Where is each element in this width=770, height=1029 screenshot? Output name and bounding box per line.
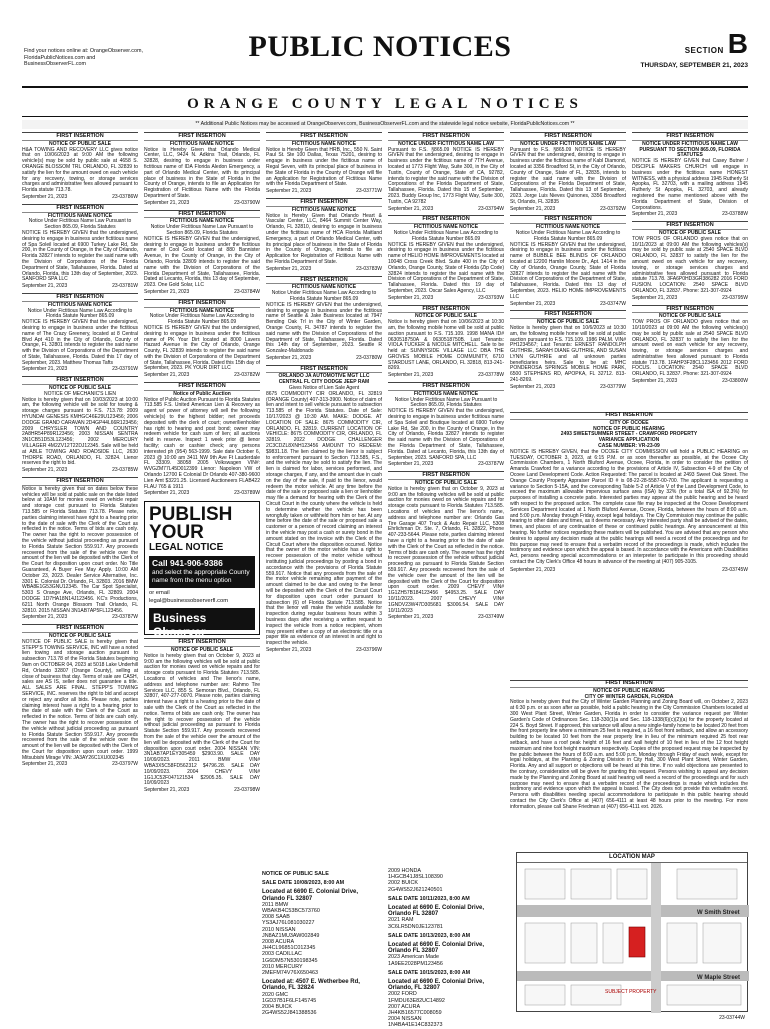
hearing-heading: VARIANCE APPLICATION [598, 437, 660, 444]
insertion-label: FIRST INSERTION [22, 479, 138, 486]
issue-date: THURSDAY, SEPTEMBER 21, 2023 [640, 62, 748, 69]
sale-vehicle-line: 2002 FORD [388, 991, 417, 998]
insertion-label: FIRST INSERTION [510, 134, 626, 141]
sale-vehicle-line: 1FMDU63E82UC14892 [388, 997, 445, 1004]
notice-body: TOW PROS OF ORLANDO gives notice that on 10/10/2023 at 09:00 AM the following vehicles(s) may be sold by public sale at 2540 SPACE BLVD ORLANDO, FL 32837 to satisfy the lien for the amount owed on each vehicle for any recovery, towing, or storage services charges and administrative fees allowed pursuant to Florida statute 713.78. 1FAHP3F28CL123456 2012 FORD FOCUS. LOCATION: 2540 SPACE BLVD ORLANDO, FL 32837. Phone: 321-307-0924 [632, 319, 748, 378]
notice-subheading: Notice Under Fictitious Name Law According to Florida Statute Number 865.09 [515, 229, 621, 242]
notice-code: 23-03745W [722, 566, 748, 573]
hearing-heading: CASE NUMBER: VR-23-09 [598, 442, 660, 449]
notice-code: 23-03749W [478, 614, 504, 621]
notice-heading: FICTITIOUS NAME NOTICE [169, 140, 235, 147]
notice-body: Notice is hereby given that on October 9, 2023 at 9:00 am the following vehicles will be sold at public auction for monies owed on vehicle repairs and for storage costs pursuant to Florida Statutes 713.585. Locations of vehicles and The lienor's name, address and telephone number are: Orlando Gas Tire Garage 407 Truck & Auto Repair LLC, 5308 Ehrlichman Dr. Ste. 7, Orlando, FL 32822, Phone 407-233-5644. Please note, parties claiming interest have a right to a hearing prior to the date of sale with the Clerk of the Court as reflected in the notice. Terms of bids are cash only. The owner has the right to recover possession of the vehicle without judicial proceeding as pursuant to Florida Statute Section 559.917. Any proceeds recovered from the sale of the vehicle over the amount of the lien will be deposited with the Clerk of the Court for disposition upon court order. 2009 CHEVY VIN# 1G1ZH57B184123456 $4953.25. SALE DAY 10/11/2023. 2007 CHEVY VIN# 1GNDV23W47D305681 $3006.54. SALE DAY 10/11/2023 [388, 485, 504, 614]
notice-date: September 21, 2023 [388, 372, 434, 379]
notice-code: 23-03786W [112, 193, 138, 200]
sale-vehicle-line: 2003 CADILLAC [262, 951, 302, 958]
notice-footer [510, 302, 626, 308]
subtitle-rule [22, 116, 748, 117]
legal-notice [510, 215, 626, 307]
notice-date: September 21, 2023 [388, 205, 434, 212]
notice-heading: NOTICE UNDER FICTITIOUS NAME LAW [520, 140, 616, 147]
insertion-label: FIRST INSERTION [632, 307, 748, 314]
masthead [0, 0, 770, 80]
notice-body: 8675 COMMODITY CIR ORLANDO, FL 32819 (ORANGE County) 407-313-3900. Notice of claim of lien and intent to sell vehicle pursuant to subsection 713.585 of the Florida Statutes. Date of Sale: 10/17/2023 @ 10:30 AM. MAKE: DODGE. AT LOCATION OF SALE: 8675 COMMODITY CIR, ORLANDO, FL 32819. CURRENT LOCATION OF VEHICLE: 8675 COMMODITY CIR, ORLANDO, FL 32819. 2022 DODGE CHALLENGER 2C3CDZL8XNH123456 AMOUNT TO REDEEM: $9831.18. The lien claimed by the lienor is subject to enforcement pursuant to Section 713.585, F.S., and the vehicle may be sold to satisfy the lien. The lien is claimed for labor, services performed, and storage charges, if any, and the amount due in cash on the day of the sale, if paid to the lienor, would redeem the motor vehicle. At any time before the date of the sale or proposed sale a lien or lienholder may file a demand for hearing with the Clerk of the Circuit Court in the county where the vehicle is held to determine whether the vehicle has been wrongfully taken or withheld from him or her. At any time before the date of the sale or proposed sale a customer or a person of record claiming an interest in the vehicle may post a cash or surety bond in the amount stated on the invoice with the Clerk of the Circuit Court where the disposition occurred. Notice that the owner of the motor vehicle has a right to recover possession of the motor vehicle without instituting judicial proceedings by posting a bond in accordance with the provisions of Florida Statute 559.917. Notice that any proceeds from the sale of the motor vehicle remaining after payment of the amount claimed to be due and owing to the lienor will be deposited with the Clerk of the Circuit Court for disposition upon court order pursuant to subsection (6) of Florida Statute 713.585. Notice that the lienor will make the vehicle available for inspection during regular business hours within 3 business days after receiving a written request to inspect the vehicle from a notice recipient, whom may present either a copy of an electronic title or a paper title as evidence of an interest in and right to inspect the vehicle. [266, 390, 382, 647]
notice-heading: Notice of Public Auction [173, 390, 231, 397]
insertion-label: FIRST INSERTION [22, 295, 138, 302]
insertion-label: FIRST INSERTION [144, 384, 260, 391]
sale-date: SALE DATE 10/13/2023, 8:00 AM [388, 932, 471, 939]
insertion-label: FIRST INSERTION [388, 307, 504, 314]
ad-subheadline: LEGAL NOTICE [149, 542, 224, 554]
sale-vehicle-line: 2007 ACURA [388, 1003, 421, 1010]
notice-code: 23-03782W [234, 372, 260, 379]
notice-code: 23-03787W [112, 614, 138, 621]
notice-code: 23-03780W [356, 354, 382, 361]
notice-column [510, 132, 626, 408]
sale-vehicle-line: JN8AZ1MU3AW002849 [262, 932, 320, 939]
notice-subheading: Gives Notice of Lien Sale Agent [288, 385, 360, 392]
notice-subheading: Notice Under Fictitious Name Law According to Florida Statute Number 865.09 [271, 290, 377, 302]
notice-date: September 21, 2023 [144, 490, 190, 497]
insertion-label: FIRST INSERTION [632, 134, 748, 141]
notice-heading: NOTICE OF PUBLIC SALE [415, 480, 477, 487]
notice-body: Notice is hereby given that on dates below these vehicles will be sold at public sale on the date listed below at 10AM for monies owed on vehicle repair and storage cost pursuant to Florida Statutes 713.585 or Florida Statutes 713.78. Please note, parties claiming interest have right to a hearing prior to the date of sale with the Clerk of the Court as reflected in the notice. Terms of bids are cash only. The owner has the right to recover possession of the vehicle without judicial proceeding as pursuant to Florida Statute Section 559.917. Any proceeds recovered from the sale of the vehicle over the amount of the lien will be deposited with the Clerk of the Court for disposition upon court order. No Title Guaranteed, A Buyer Fee May Apply. 10:00 AM October 23, 2023. Dealer Service Alternative, Inc. 3301 E. Colonial Dr. Orlando, FL 32803. 2016 BMW WBA8E1G53GNU12345. The Car Spot Specialist, 5303 S Orange Ave, Orlando, FL 32809. 2004 DODGE 1D7HA18N14J123456. KC's Productions, 6211 North Orange Blossom Trail Orlando, FL 32810. 2015 NISSAN 3N1AB7AP5FL123456. [22, 485, 138, 614]
legal-notice [510, 310, 626, 390]
masthead-online-line: FloridaPublicNotices.com and [24, 54, 96, 61]
notice-date: September 21, 2023 [22, 283, 68, 290]
notice-body: Notice is Hereby Given that Orlando Heart & Vascular Center, LLC, 8464 Summit Center Way, Orlando, FL 32810, desiring to engage in business under the fictitious name of HCA Florida Maitland Emergency, a part of Orlando Medical Center, with its principal place of business in the State of Florida in the County of Orange, intends to file an Application for Registration of Fictitious Name with the Florida Department of State. [266, 212, 382, 265]
sale-vehicle-line: 2008 SAAB [262, 914, 290, 921]
legal-notice [388, 305, 504, 380]
insertion-label: FIRST INSERTION [144, 640, 260, 647]
legal-notice [22, 204, 138, 290]
section-info [598, 28, 748, 69]
notice-code: 23-03795W [722, 294, 748, 301]
notice-code: 23-03800W [722, 378, 748, 385]
sale-vehicle-line: 2G4WS52J841388536 [262, 1010, 317, 1017]
notice-date: September 21, 2023 [510, 383, 556, 390]
sale-vehicle-line: 2002 BUICK [388, 880, 418, 887]
notice-date: September 21, 2023 [632, 294, 678, 301]
masthead-online-line: Find your notices online at: OrangeObserver.com, [24, 48, 143, 54]
hearing-heading: NOTICE OF PUBLIC HEARING [593, 687, 665, 694]
notice-heading: FICTITIOUS NAME NOTICE [169, 218, 235, 225]
section-letter: B [727, 28, 748, 59]
notice-code: 23-03791W [112, 366, 138, 373]
notice-body: NOTICE IS HEREBY GIVEN that the undersigned, desiring to engage in business under the fictitious name of BUBBLE BEE BLINDS OF ORLANDO located at 12200 Hamlin Moore Dr., Apt. 1414 in the City of Orlando, Orange County, State of Florida 32827 intends to register the said name with the Division of Corporations of the Department of State, Tallahassee, Florida. Dated this 13 day of September, 2023. HELIO HOME IMPROVEMENTS LLC [510, 241, 626, 300]
notice-column [632, 132, 748, 408]
notice-footer [144, 290, 260, 296]
notice-heading: FICTITIOUS NAME NOTICE [47, 212, 113, 219]
legal-notice [22, 477, 138, 621]
sale-date: SALE DATE 10/15/2023, 8:00 AM [388, 969, 471, 976]
sale-vehicle-line: 2G4WS52J621240501 [388, 886, 443, 893]
legal-notice [388, 215, 504, 301]
notice-date: September 21, 2023 [266, 188, 312, 195]
notice-body: NOTICE IS HEREBY GIVEN that the undersigned, desiring to engage in business under the fictitious name of Cool Gold located at 880 Bannister Avenue, in the County of Orange, in the City of Orlando, Florida 32809 intends to register the said name with the Division of Corporations of the Florida Department of State, Tallahassee, Florida. Dated at Lecanto, Florida, this 13 day of September, 2023. One Gold Solar, LLC [144, 235, 260, 289]
hearing-heading: CITY OF WINTER GARDEN, FLORIDA [584, 693, 674, 700]
sale-vehicle-line: 2011 BMW [262, 901, 289, 908]
notice-date: September 21, 2023 [22, 761, 68, 768]
winter-garden-hearing-notice [510, 680, 748, 850]
notice-subheading: Notice Under Fictitious Name Law According to Florida Statute Number 865.09 [149, 313, 255, 326]
insertion-label: FIRST INSERTION [266, 278, 382, 285]
notice-subheading: Notice Under Fictitious Name Law According to Florida Statute Number 865.09 [393, 229, 499, 242]
legal-notice [266, 132, 382, 195]
insertion-label: FIRST INSERTION [510, 312, 626, 319]
legal-notice [144, 382, 260, 497]
insertion-label: FIRST INSERTION [144, 134, 260, 141]
insertion-label: FIRST INSERTION [388, 217, 504, 224]
notice-subheading: Notice Under Fictitious Name Law According to Florida Statute Number 865.09 [27, 307, 133, 320]
notice-body: Notice is hereby given that on October 9, 2023 at 9:00 am the following vehicles will be sold at public auction for monies owed on vehicle repairs and for storage costs pursuant to Florida Statutes 713.585. Locations of vehicles and The lienor's name, address and telephone number are: Rahmo Tire Services LLC, 855 S. Semoran Blvd., Orlando, FL 32807, 407-277-0070. Please note, parties claiming interest have a right to a hearing prior to the date of sale with the Clerk of the Court as reflected in the notice. Terms of bids are cash only. The owner has the right to recover possession of the vehicle without judicial proceeding as pursuant to Florida Statute Section 559.917. Any proceeds recovered from the sale of the vehicle over the amount of the lien will be deposited with the Clerk of the Court for disposition upon court order. 2004 NISSAN VIN: 3N1AB7AP1EY305459 $2903.90. SALE DAY 10/09/2023. 2011 BMW VIN# WBA3X5C58FD562312 $4796.28. SALE DAY 10/09/2023. 2004 CHEVY VIN# 1G1JC52F047121534 $2905.35. SALE DAY 10/09/2023 [144, 652, 260, 787]
notice-code: 23-03781W [112, 283, 138, 290]
notice-heading: NOTICE OF PUBLIC SALE [49, 632, 111, 639]
notice-date: September 21, 2023 [510, 566, 556, 573]
notice-code: 23-03793W [478, 294, 504, 301]
location-map [516, 852, 748, 1021]
notice-subheading: Notice Under Fictitious Name Law Pursuant to Section 865.09, Florida Statutes [150, 224, 254, 236]
notice-footer [144, 373, 260, 379]
insertion-label: FIRST INSERTION [632, 223, 748, 230]
legal-notice [144, 132, 260, 207]
insertion-label: FIRST INSERTION [22, 378, 138, 385]
notice-subheading: Notice Under Fictitious Name Law Pursuant to Section 865.09, Florida Statutes [394, 396, 498, 409]
sale-vehicle-line: 1HGCB41J8SL108390 [388, 874, 443, 881]
notice-body: Notice is hereby given that on 10/6/2023 at 10:30 am, the following mobile home will be sold at public auction pursuant to F.S. 715.109. 1986 PALM. VIN# PH1234567; Last Tenants: ERNEST RANDOLPH GUTHRIE, SARAH DIANE GUTHRIE, AND SUSAN LYNN GUTHRIE and all unknown parties beneficiaries heirs. Sale to be at: MHC PONDEROSA SPRINGS MOBILE HOME PARK, 6500 STEPHENS RD, APOPKA, FL 32712. 813-241-8269. [510, 324, 626, 384]
sale-vehicle-line: 2010 NISSAN [262, 926, 296, 933]
page-title: PUBLIC NOTICES [248, 30, 512, 63]
notice-body: TOW PROS OF ORLANDO gives notice that on 10/11/2023 at 09:00 AM the following vehicles(s) may be sold by public sale at 2540 SPACE BLVD ORLANDO, FL 32837 to satisfy the lien for the amount owed on each vehicle for any recovery, towing, or storage services charges and administrative fees allowed pursuant to Florida statute 713.78. 3FA6P0HD3GR386282 2016 FORD FUSION. LOCATION: 2540 SPACE BLVD ORLANDO, FL 32837. Phone: 321-307-0924 [632, 235, 748, 294]
notice-footer [388, 296, 504, 302]
notice-body: NOTICE IS HEREBY GIVEN that the undersigned, desiring to engage in business under fictitious name of Spa Soleil located at 6900 Turkey Lake Rd, Ste 200, in the County of Orange, in the City of Orlando, Florida 32827 intends to register the said name with the Division of Corporations of the Florida Department of State, Tallahassee, Florida. Dated at Orlando, Florida, this 13th day of September, 2023. SANFORD SPA LLC [22, 229, 138, 283]
notice-subheading: NOTICE OF MECHANIC'S LIEN [43, 390, 117, 397]
ad-call-instructions: and select the appropriate County name from the menu option [152, 569, 250, 585]
sale-vehicle-line: 2023 American Made [388, 954, 439, 961]
section-label: SECTION [684, 46, 724, 55]
notice-footer [144, 201, 260, 207]
legal-notice [144, 210, 260, 296]
notice-heading: FICTITIOUS NAME NOTICE [413, 224, 479, 231]
sale-vehicle-line: 2004 NISSAN [388, 1016, 422, 1023]
sale-vehicle-line: 2008 ACURA [262, 939, 295, 946]
sale-list [262, 868, 382, 1018]
notice-body: H&A TOWING AND RECOVERY LLC gives notice that on 10/06/2023 at 9:00 AM the following vehicle(s) may be sold by public sale at 4658 S. ORANGE BLOSSOM TRL ORLANDO, FL 32839 to satisfy the lien for the amount owed on each vehicle for any recovery, towing, or storage services charges and administrative fees allowed pursuant to Florida statute 713.78. [22, 146, 138, 194]
notice-footer [632, 379, 748, 385]
insertion-label: FIRST INSERTION [388, 134, 504, 141]
notice-date: September 21, 2023 [266, 646, 312, 653]
legal-notice [22, 376, 138, 474]
notice-heading: NOTICE OF PUBLIC SALE [49, 140, 111, 147]
insertion-label: FIRST INSERTION [266, 134, 382, 141]
notice-body: Notice is hereby given that on 10/03/2023 at 10:00 am, the following vehicle will be sold for towing & storage charges pursuant to F.S. 713.78: 2009 HYUNDAI GENESIS KMHGC46E29U123456; 2006 DODGE GRAND CARAVAN 2D4GP44L66R123456; 2009 CHRYSLER TOWN AND COUNTRY 2A8HR54P89R123456; 2003 NISSAN SENTRA 3N1CB51D53L123456; 2002 MERCURY VILLAGER 4M2ZV12T22DJ12345. Sale will be held at ABLE TOWING AND ROADSIDE LLC, 2630 THORPE ROAD, ORLANDO, FL 32824. Lienor reserves the right to bid. [22, 396, 138, 467]
legal-notice [266, 276, 382, 362]
legal-notice [632, 221, 748, 301]
notice-footer [388, 462, 504, 468]
legal-notice [632, 132, 748, 218]
hearing-body: NOTICE IS HEREBY GIVEN, that the OCOEE CITY COMMISSION will hold a PUBLIC HEARING on TUESDAY, OCTOBER 3, 2023, at 6:15 P.M. or as soon thereafter as possible, at the Ocoee City Commission Chambers, 1 North Bluford Avenue, Ocoee, Florida, in order to consider the petition of Amanda Crawford for a variance according to the provisions of Article IV, Subsection 4-9 of the City of Ocoee Land Development Code. Action Requested: The parcel is located at 2493 Sweet Oak Street. The Orange County Property Appraiser Parcel ID # is 08-22-28-5587-00-700. The applicant is requesting a variance to Section 5-15A, and the corresponding Table 5-2 of Article V of the Land Development Code, to exceed the maximum allowable impervious surface area (ISA) by 32% (for a total ISA of 92.3%) for purposes of installing a concrete patio. Interested parties may appear at the public hearing and be heard with respect to the proposed action. The complete case file may be inspected at the Ocoee Development Services Department located at 1 North Bluford Avenue, Ocoee, Florida, between the hours of 8:00 a.m. and 5:00 p.m. Monday through Friday, except legal holidays. The City Commission may continue the public hearing to other dates and times, as it deems necessary. Any interested party shall be advised of the dates, times, and places of any continuation of these or continued public hearings. Any announcement at this hearing. No further notices regarding these matters will be published. You are advised that any person who desires to appeal any decision made at the public hearings will need a record of the proceedings and for this purpose may need to ensure that a verbatim record of the proceedings is made, which includes the testimony and evidence upon which the appeal is based. In accordance with the Americans with Disabilities Act, persons needing special accommodations or an interpreter to participate in this proceeding should contact the City Clerk's Office 48 hours in advance of the meeting at (407) 905-3105. [510, 448, 748, 565]
insertion-label: FIRST INSERTION [510, 680, 748, 688]
masthead-online-info [24, 48, 184, 68]
notice-code: 23-03797W [112, 761, 138, 768]
notice-date: September 21, 2023 [266, 265, 312, 272]
insertion-label: FIRST INSERTION [388, 384, 504, 391]
notice-body: NOTICE IS HEREBY GIVEN that Casey Butner / DISCIPLE MAKERS CHURCH will engage in business under the fictitious name HONEST WITNESS, with a physical address 1945 Rutherly St Apopka, FL 32703, with a mailing address 1945 Rutherly St Apopka, FL 32703, and already registered the name mentioned above with the Florida Department of State, Division of Corporations. [632, 158, 748, 211]
notice-code: 23-03798W [234, 787, 260, 794]
insertion-label: FIRST INSERTION [22, 206, 138, 213]
sale-location: Located at 6690 E. Colonial Drive, Orlando FL 32807 [262, 889, 359, 902]
notice-code: 23-03789W [234, 490, 260, 497]
ad-phone: Call 941-906-9386 [152, 558, 223, 569]
ad-headline: YOUR [149, 522, 204, 544]
masthead-online-line: BusinessObserverFL.com [24, 61, 87, 68]
legal-notice [22, 293, 138, 373]
insertion-label: FIRST INSERTION [22, 626, 138, 633]
info-bar: ** Additional Public Notices may be accessed at OrangeObserver.com, BusinessObserverFL.com and the statewide legal notice website, FloridaPublicNotices.com ** [22, 120, 748, 129]
notice-code: 23-03788W [722, 211, 748, 218]
sale-date: SALE DATE 10/11/2023, 8:00 AM [388, 895, 470, 902]
notice-code: 23-03747W [600, 300, 626, 307]
notice-body: NOTICE IS HEREBY GIVEN that the undersigned, desiring to engage in business under the fictitious name of HELIO HOME IMPROVEMENTS located at 10048 Cross Creek Blvd. Suite 400 in the City of Orlando, Orange County, State of Florida (Zip Code) 32824 intends to register the said name with the Division of Corporations of the Department of State, Tallahassee, Florida. Dated this 19 day of September, 2023. Oscar Sales Agency, LLC [388, 241, 504, 294]
notice-footer [22, 284, 138, 290]
sale-vehicle-line: 2004 BUICK [262, 1004, 292, 1011]
notice-heading: NOTICE OF PUBLIC SALE [659, 229, 721, 236]
map-street-label: W Maple Street [697, 975, 741, 981]
notice-heading: ORLANDO JA AUTOMOTIVE MGT LLC CENTRAL FL CITY DODGE JEEP RAM [278, 373, 370, 386]
notice-heading: FICTITIOUS NAME NOTICE [291, 206, 357, 213]
notice-code: 23-03796W [356, 646, 382, 653]
sale-heading: NOTICE OF PUBLIC SALE [262, 871, 329, 877]
notice-footer [388, 373, 504, 379]
notice-date: September 21, 2023 [510, 205, 556, 212]
notice-body: Notice of Public Auction Pursuant to Florida Statutes 713.585 F.S. United American Lien & Recovery as agent w/ power of attorney will sell the following vehicle(s) to the highest bidder; net proceeds deposited with the clerk of court; owner/lienholder has right to hearing and post bond; owner may redeem vehicle for cash sum of lien; all auctions held in reserve. Inspect 1 week prior @ lienor facility; cash or cashier check; any persons interested ph (954) 563-1999. Sale date October 6, 2023 @ 10:00 am 3411 NW 9th Ave Ft Lauderdale FL 33309. 38058 2005 Volkswagen VIN#: WVGZM77L45D012399 Lienor: Napoleon VW of Orlando 12700 E Colonial Dr Orlando 407-380-9600 Lien Amt $3221.25. Licensed Auctioneers FLAB422 FLAU 765 & 1911 [144, 396, 260, 490]
notice-body: NOTICE OF PUBLIC SALE is hereby given that STEPP'S TOWING SERVICE, INC will have a noted lien towing and storage auction pursuant to subsection 713.78 of the Florida Statutes beginning 9am on OCTOBER 04, 2023 at 5018 Lake Underhill Rd, Orlando 32807 (Orange County), selling at close of business that day. Terms of sale are CASH, sales are AS IS, seller does not guarantee a title. ALL SALES ARE FINAL. STEPP'S TOWING SERVICE, INC. reserves the right to bid and accept or reject any and/or all bids. Please note, parties claiming interest have a right to a hearing prior to the date of sale with the Clerk of the Court as reflected in the notice. Terms of bids are cash only. The owner has the right to recover possession of the vehicle without judicial proceeding as pursuant to Florida Statute Section 559.917. Any proceeds recovered from the sale of the vehicle over the amount of the lien will be deposited with the Clerk of the Court for disposition upon court order. 1999 Mitsubishi Mirage VIN: JA3AY26C1XU002345 [22, 638, 138, 761]
legal-notice [144, 299, 260, 379]
notice-date: September 21, 2023 [144, 787, 190, 794]
ad-email: legal@businessobserverfl.com [149, 598, 229, 605]
notice-footer [266, 189, 382, 195]
notice-body: Notice is Hereby Given that HRB, Inc., 550 N. Saint Paul St. Ste 100 Dallas, Texas 75201, desiring to engage in business under the fictitious name of Regal Seven, with its principal place of business in the State of Florida in the County of Orange will file an Application for Registration of Fictitious Name with the Florida Department of State. [266, 146, 382, 188]
section-subtitle: ORANGE COUNTY LEGAL NOTICES [187, 96, 583, 112]
notice-body: NOTICE IS HEREBY GIVEN that the undersigned, desiring to engage in business under fictitious name of Spa Soleil and Boutique located at 6900 Turkey Lake Rd, Ste 200, in the County of Orange, in the City of Orlando, Florida 32827 intends to register the said name with the Division of Corporations of the Florida Department of State, Tallahassee, Florida. Dated at Lecanto, Florida, this 13th day of September, 2023. SANFORD SPA, LLC [388, 408, 504, 461]
sale-vehicle-line: 3C6LR5DN0JE123781 [388, 923, 443, 930]
sale-vehicle-line: 2MEFM74V76X650463 [262, 970, 319, 977]
notice-footer [510, 207, 626, 213]
notice-date: September 21, 2023 [22, 366, 68, 373]
sale-vehicle-line: 2009 HONDA [388, 868, 421, 874]
sale-vehicle-line: YS3AJ76L081030227 [262, 920, 315, 927]
notice-heading: FICTITIOUS NAME NOTICE [169, 307, 235, 314]
ad-call-box [149, 556, 255, 588]
legal-notice [144, 638, 260, 794]
notice-heading: FICTITIOUS NAME NOTICE [47, 301, 113, 308]
notice-footer [22, 468, 138, 474]
ad-brand-logo: Business Observer [149, 608, 255, 630]
hearing-heading: 2493 SWEETSUMMER STREET - CRAWFORD PROPERTY [560, 431, 698, 438]
sale-list [388, 868, 508, 1029]
sale-date: SALE DATE 10/08/2023, 8:00 AM [262, 880, 345, 887]
legal-notice [266, 365, 382, 654]
ocoee-hearing-notice [510, 412, 748, 674]
notice-heading: NOTICE OF PUBLIC SALE [415, 313, 477, 320]
notice-date: September 21, 2023 [22, 467, 68, 474]
hearing-body: Notice is hereby given that the City of Winter Garden Planning and Zoning Board will, on October 2, 2023 at 6:30 p.m. or as soon after as possible, hold a public hearing in the City Commission Chambers located at 300 West Plant Street, Winter Garden, Florida in order to consider the variance request per Winter Garden's Code of Ordinances Sec. 118-330(1)a and Sec. 118-1338(6)(c)(2)(a) for the property located at 224 S. Boyd Street. If approved, this variance will allow a new single-family home to be located 20 feet from the front property line where a minimum 25 feet is required, a 16 foot front setback, and allow an accessory building to be located 10 feet from the rear property line in lieu of the minimum required 25 foot rear setback, and have a roof peak height of 16 feet and wall height of 10 feet in lieu of the 12 foot height maximum and nine foot height maximum respectively. Copies of the proposed request may be inspected by the public between the hours of 8:00 a.m. and 5:00 p.m. Monday through Friday of each week, except for legal holidays, at the Planning & Zoning Division in City Hall, 300 West Plant Street, Winter Garden, Florida. Any and all support or objections will be heard at this time. If no valid objections are presented to the contrary, consideration will be given for granting this request. Persons wishing to appeal any decision made by the Planning and Zoning Board at said hearing will need a record of the proceedings and for such purpose may need to ensure that a verbatim record of the proceedings is made which includes the testimony and evidence upon which the appeal is based. The City does not provide this verbatim record. Persons with disabilities needing special accommodations to participate in this public hearing should contact the City Clerk's Office at (407) 656-4111 at least 48 hours prior to the meeting. For more information, please call Shane Friedman at (407) 656-4111 ext. 2026. [510, 699, 748, 810]
ad-email-label: or email [149, 590, 170, 597]
notice-code: 23-03790W [234, 199, 260, 206]
notice-code: 23-03783W [356, 265, 382, 272]
sale-location: Located at: 4507 E. Wetherbee Rd, Orlando, FL 32824 [262, 979, 360, 992]
notice-heading: FICTITIOUS NAME NOTICE [535, 224, 601, 231]
notice-column [144, 132, 260, 1016]
notice-body: Notice is hereby given that on 10/06/2023 at 10:30 am, the following mobile home will be sold at public auction pursuant to F.S. 715.109. 1998 MANA ID# 0630518750A & 0630518750B. Last Tenants: VIOLA TUCKER & NICOLE MITCHELL. Sale to be held at: SUNNYSIDE VILLAGE LLC DBA THE GROVES MOBILE HOME COMMUNITY, 6710 STARDUST LANE, ORLANDO, FL 32818, 813-241-8269. [388, 319, 504, 372]
sale-vehicle-line: 2020 GMC [262, 991, 289, 998]
insertion-label: FIRST INSERTION [388, 473, 504, 480]
hearing-heading: NOTICE OF PUBLIC HEARING [593, 425, 665, 432]
insertion-label: FIRST INSERTION [266, 367, 382, 374]
notice-footer [510, 385, 626, 391]
notice-heading: NOTICE OF PUBLIC SALE [171, 647, 233, 654]
map-drawing [517, 863, 749, 1013]
notice-date: September 21, 2023 [388, 461, 434, 468]
legal-notice [266, 198, 382, 273]
sale-vehicle-line: WBAKB4C53BC573760 [262, 908, 320, 915]
notice-code: 23-03785W [112, 467, 138, 474]
insertion-label: FIRST INSERTION [510, 412, 748, 420]
sale-vehicle-line: 1G6DM57N530198345 [262, 957, 318, 964]
notice-code: 23-03792W [600, 205, 626, 212]
legal-notice [22, 132, 138, 201]
notice-code: 23-03794W [478, 205, 504, 212]
sale-vehicle-line: 1A9EE2028PM123456 [388, 960, 443, 967]
legal-notice [22, 624, 138, 768]
notice-date: September 21, 2023 [22, 193, 68, 200]
notice-heading: FICTITIOUS NAME NOTICE [291, 284, 357, 291]
sale-vehicle-line: JH4CL96851C012345 [262, 945, 316, 952]
notice-date: September 21, 2023 [144, 199, 190, 206]
sale-vehicle-line: 1GD37B1F6LF145745 [262, 997, 317, 1004]
publish-notice-ad [144, 501, 260, 640]
notice-footer [266, 267, 382, 273]
notice-body: NOTICE IS HEREBY GIVEN that the undersigned, desiring to engage in business under the fictitious name of The Crazy Greenery, located at 8 Central Blvd Apt 410 in the City of Orlando, County of Orange, FL 32801 intends to register the said name with the Division of Corporations of the Department of State, Tallahassee, Florida. Dated this 17 day of September, 2023. Matthew Thomas Tafts [22, 319, 138, 366]
legal-notice [388, 382, 504, 468]
notice-code: 23-03744W [719, 1015, 745, 1021]
notice-footer [632, 212, 748, 218]
notice-footer [632, 296, 748, 302]
subject-property-marker [629, 927, 645, 957]
legal-notice [388, 471, 504, 621]
legal-notice [632, 305, 748, 385]
notice-subheading: Notice Under Fictitious Name Law Pursuant to Section 865.09, Florida Statutes [28, 218, 132, 231]
notice-footer [22, 615, 138, 621]
notice-heading: NOTICE OF PUBLIC SALE [49, 385, 111, 392]
notice-column [388, 132, 504, 621]
notice-column [22, 132, 138, 1016]
sale-location: Located at 6690 E. Colonial Drive, Orlando FL 32807 [388, 942, 485, 955]
notice-heading: FICTITIOUS NAME NOTICE [413, 390, 479, 397]
sale-location: Located at 6690 E. Colonial Drive, Orlando, FL 32807 [388, 979, 485, 992]
notice-heading: NOTICE UNDER FICTITIOUS NAME LAW PURSUANT TO SECTION 865.09, FLORIDA STATUTES [639, 140, 741, 159]
hearing-heading: CITY OF OCOEE [609, 419, 649, 426]
masthead-rule [22, 86, 748, 88]
map-street-label: W Smith Street [697, 910, 740, 916]
notice-heading: FICTITIOUS NAME NOTICE [291, 140, 357, 147]
notice-date: September 21, 2023 [22, 614, 68, 621]
notice-code: 23-03779W [600, 383, 626, 390]
notice-date: September 21, 2023 [510, 300, 556, 307]
notice-heading: NOTICE UNDER FICTITIOUS NAME LAW [398, 140, 494, 147]
insertion-label: FIRST INSERTION [144, 301, 260, 308]
insertion-label: FIRST INSERTION [510, 217, 626, 224]
insertion-label: FIRST INSERTION [22, 134, 138, 141]
insertion-label: FIRST INSERTION [266, 200, 382, 207]
notice-code: 23-03787W [478, 461, 504, 468]
notice-heading: NOTICE OF PUBLIC SALE [659, 313, 721, 320]
notice-footer [144, 788, 260, 794]
map-title: LOCATION MAP [517, 853, 747, 863]
notice-date: September 21, 2023 [144, 288, 190, 295]
notice-footer [22, 195, 138, 201]
legal-notice [388, 132, 504, 212]
notice-heading: NOTICE OF PUBLIC SALE [537, 319, 599, 326]
notice-code: 23-03784W [234, 288, 260, 295]
notice-code: 23-03771W [356, 188, 382, 195]
notice-body: Pursuant to F.S. §865.09 NOTICE IS HEREBY GIVEN that the undersigned, desiring to engage in business under the fictitious name of Kabl Diamond, located at 3356 Broadford St, in the City of Orlando, County of Orange, State of FL, 32835, intends to register the said name with the Division of Corporations of the Florida Department of State, Tallahassee, Florida. Dated this 13 of September, 2023. Jorge Luis Nieves Quinones, 3356 Broadford St, Orlando, FL 32835 [510, 146, 626, 205]
notice-code: 23-03778W [478, 372, 504, 379]
sale-vehicle-line: 1N4BA41E14C832373 [388, 1022, 443, 1029]
notice-footer [22, 367, 138, 373]
notice-body: Pursuant to F.S. §865.09 NOTICE IS HEREBY GIVEN that the undersigned, desiring to engage in business under the fictitious name of 7TH Avenue, located at 1773 Flight Way, Suite 300, in the City of Tustin, County of Orange, State of CA, 92782, intends to register the said name with the Division of Corporations of the Florida Department of State, Tallahassee, Florida. Dated this 15 of September, 2023. Buddy Group Inc, 1773 Flight Way, Suite 300, Tustin, CA 92782 [388, 146, 504, 205]
notice-footer [388, 207, 504, 213]
notice-body: NOTICE IS HEREBY GIVEN that the undersigned, desiring to engage in business under the fictitious name of Seattle & Jake Business located at 7947 Bending Oak Trl in the City of Winter Garden, Orange County, FL 34787 intends to register the said name with the Division of Corporations of the Department of State, Tallahassee, Florida. Dated this 14th day of September, 2023. Seattle R Gonzalez-Maldonado [266, 301, 382, 355]
legal-notice [510, 132, 626, 212]
notice-body: Notice is Hereby Given that Orlando Medical Center, LLC, 9424 N. Adkins Trail, Orlando, FL 32828, desiring to engage in business under fictitious name of IDA Florida Aledon Emergency, a part of Orlando Medical Center, with its principal place of business in the State of Florida in the County of Orange, intends to file an Application for Registration of Fictitious Name with the Florida Department of State. [144, 146, 260, 199]
notice-date: September 21, 2023 [632, 378, 678, 385]
notice-footer [266, 648, 382, 654]
notice-body: NOTICE IS HEREBY GIVEN that the undersigned, desiring to engage in business under the fictitious name of PK Your Dirt located at 8000 Lavers Hazard Avenue in the City of Orlando, Orange County, FL 32839 intends to register the said name with the Division of Corporations of the Department of State, Tallahassee, Florida. Dated this 15th day of September, 2023. PK YOUR DIRT LLC [144, 324, 260, 372]
notice-date: September 21, 2023 [388, 294, 434, 301]
insertion-label: FIRST INSERTION [144, 212, 260, 219]
notice-footer [388, 615, 504, 621]
notice-footer [266, 356, 382, 362]
map-subject-label: SUBJECT PROPERTY [605, 989, 657, 995]
ad-headline: PUBLISH [149, 504, 233, 526]
sale-location: Located at 6690 E. Colonial Drive, Orlando FL 32807 [388, 905, 485, 918]
notice-date: September 21, 2023 [144, 372, 190, 379]
notice-footer [22, 762, 138, 768]
sale-vehicle-line: 2010 MERCURY [262, 963, 303, 970]
sale-vehicle-line: 2021 RAM [388, 917, 414, 924]
notice-date: September 21, 2023 [388, 614, 434, 621]
notice-date: September 21, 2023 [632, 211, 678, 218]
notice-footer [144, 491, 260, 497]
sale-vehicle-line: JH4KB16577C008059 [388, 1010, 442, 1017]
notice-date: September 21, 2023 [266, 354, 312, 361]
